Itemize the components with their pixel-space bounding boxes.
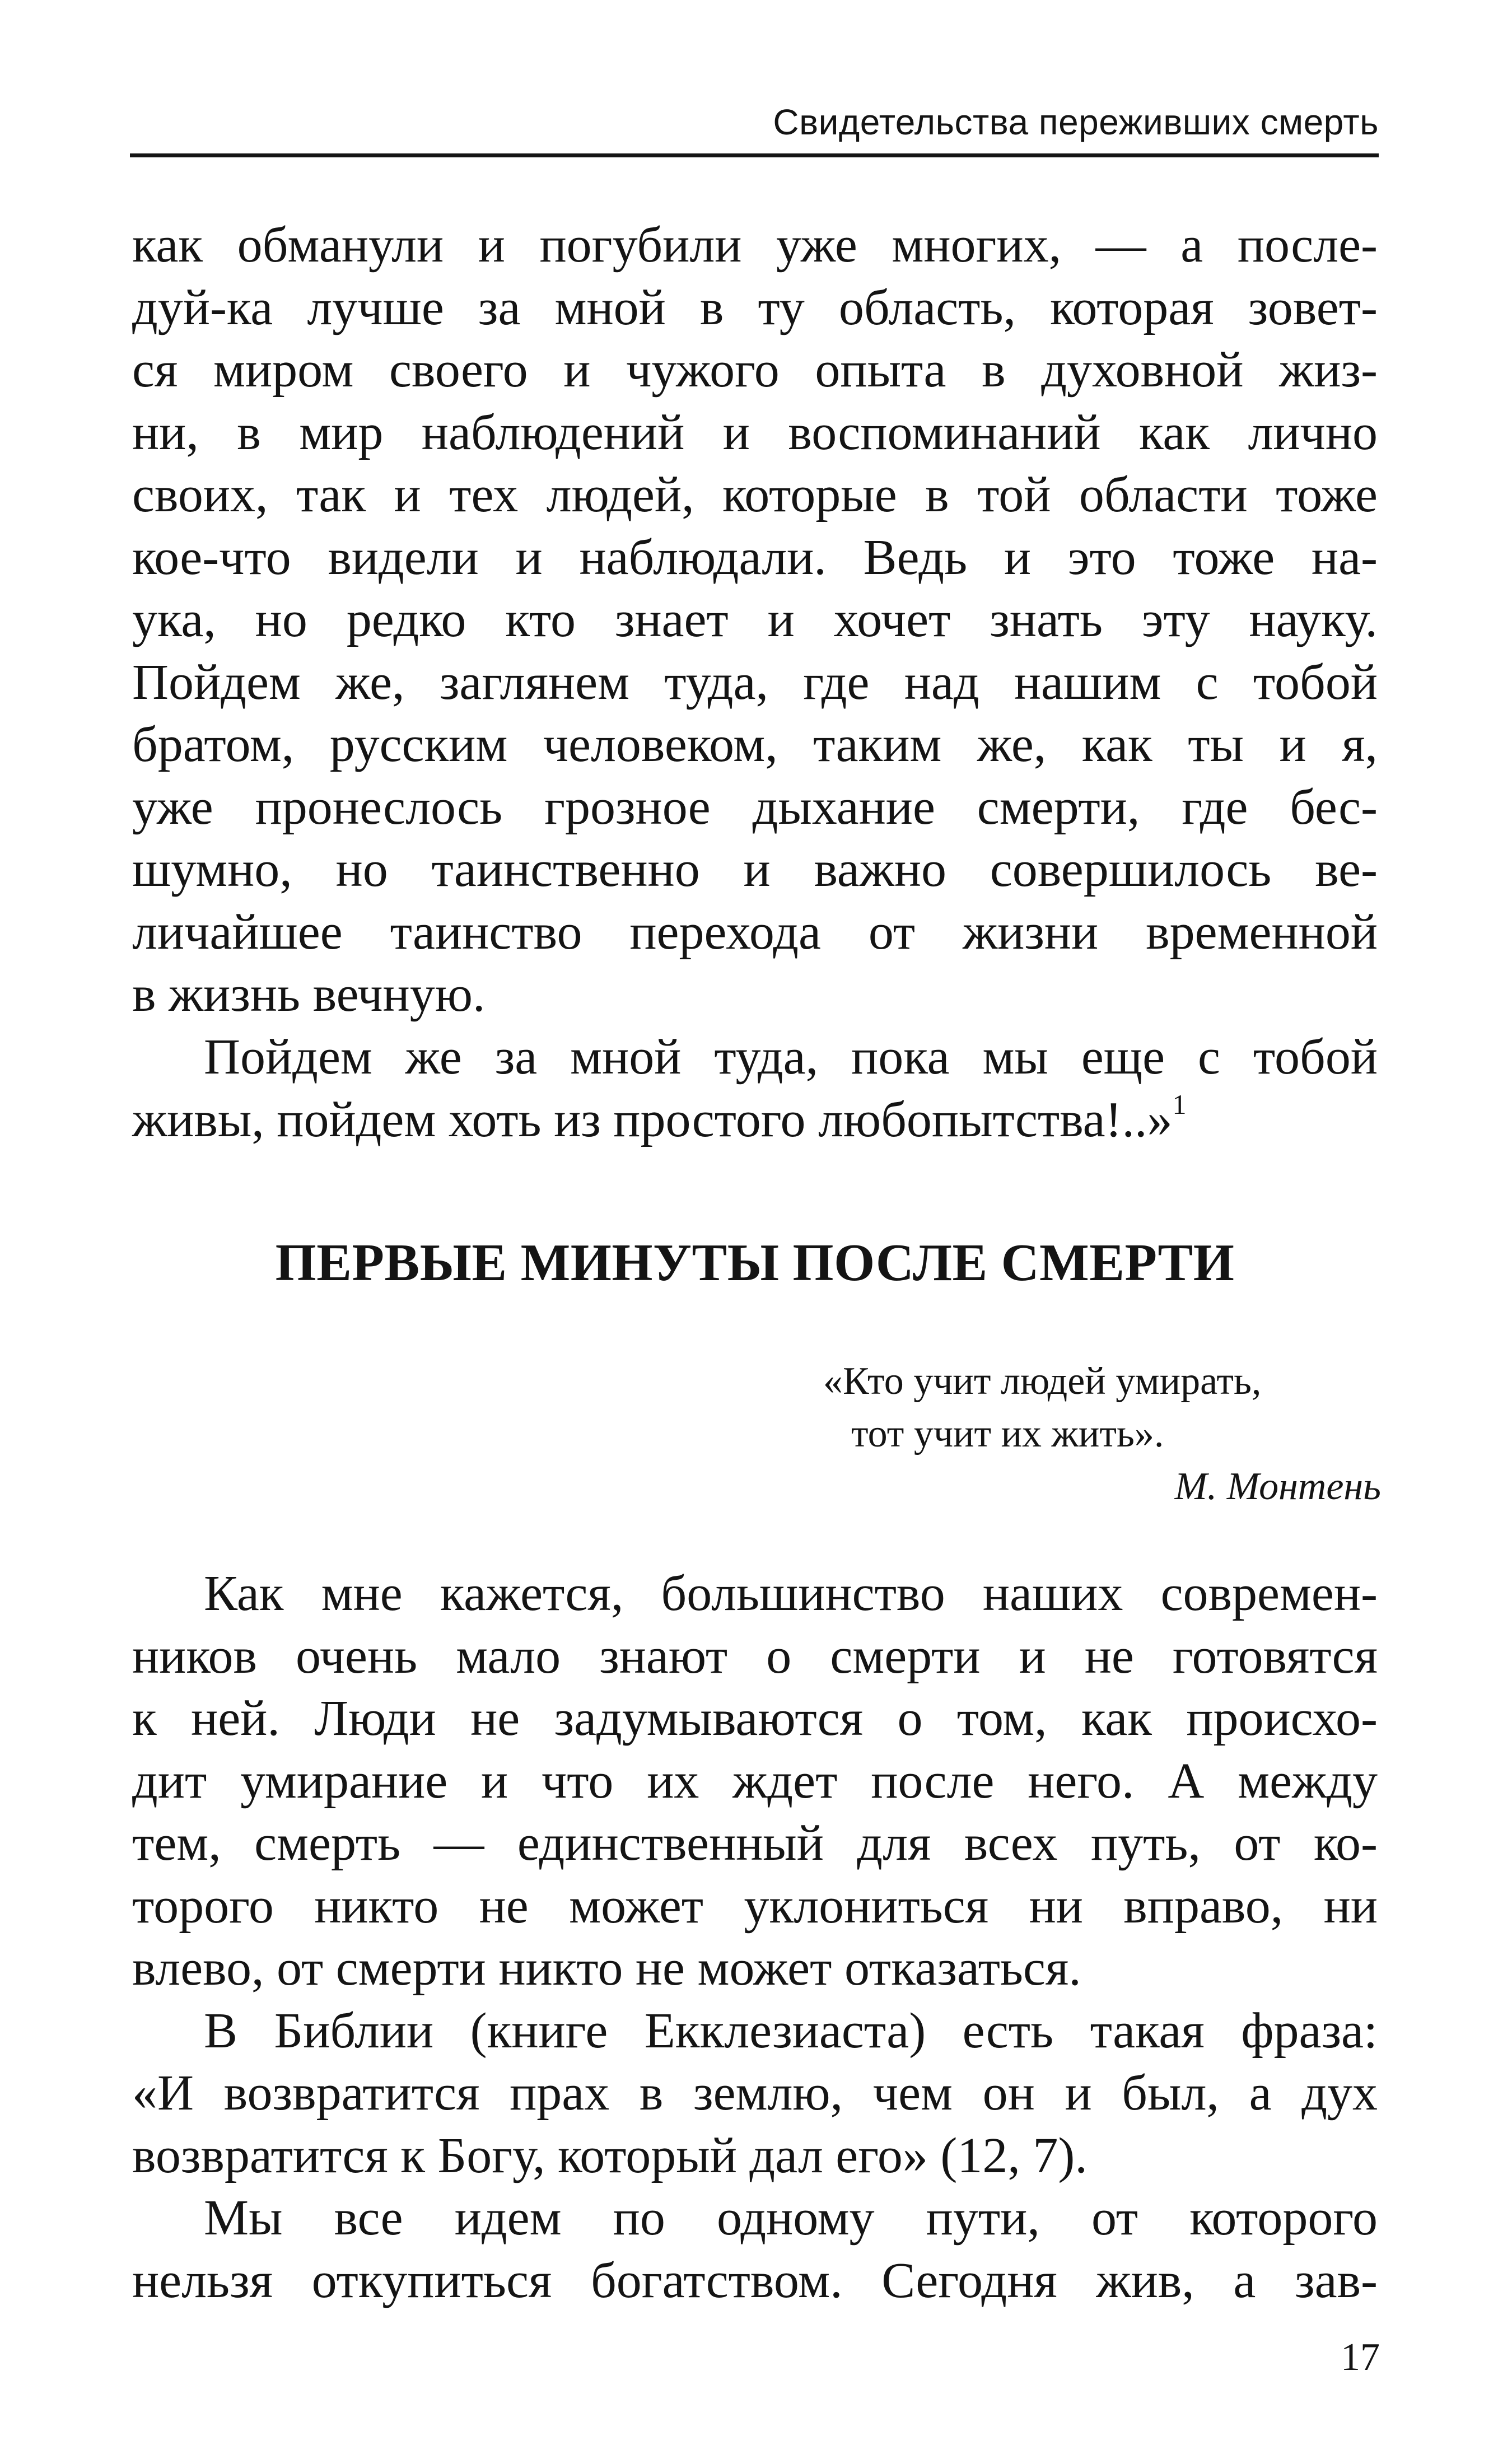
footnote-mark: 1 [1172, 1088, 1187, 1120]
text-line: личайшее таинство перехода от жизни временной [132, 904, 1378, 960]
text-line: дуй-ка лучше за мной в ту область, которая зовет- [132, 279, 1378, 335]
text-line: ников очень мало знают о смерти и не готовятся [132, 1628, 1378, 1684]
text-line: в жизнь вечную. [132, 967, 486, 1022]
text-line: торого никто не может уклониться ни вправо, ни [132, 1878, 1378, 1934]
text-line: Пойдем же, заглянем туда, где над нашим с тобой [132, 654, 1378, 710]
text-line: нельзя откупиться богатством. Сегодня жив, а зав- [132, 2252, 1378, 2308]
text-line: В Библии (книге Екклезиаста) есть такая фраза: [204, 2003, 1378, 2059]
text-line: ся миром своего и чужого опыта в духовной жиз- [132, 342, 1378, 398]
text-line [132, 1089, 1378, 1151]
text-line: возвратится к Богу, который дал его» (12, 7). [132, 2127, 1088, 2183]
text-line: «И возвратится прах в землю, чем он и был, а дух [132, 2065, 1378, 2121]
section-heading: ПЕРВЫЕ МИНУТЫ ПОСЛЕ СМЕРТИ [275, 1234, 1235, 1292]
text-line: своих, так и тех людей, которые в той области тоже [132, 467, 1378, 522]
text-line: влево, от смерти никто не может отказаться. [132, 1940, 1081, 1996]
epigraph-line: тот учит их жить». [851, 1412, 1164, 1455]
text-line: Как мне кажется, большинство наших современ- [204, 1566, 1378, 1621]
text-line: шумно, но таинственно и важно совершилось ве- [132, 842, 1378, 897]
epigraph-author: М. Монтень [1174, 1465, 1381, 1508]
text-line: ни, в мир наблюдений и воспоминаний как лично [132, 404, 1378, 460]
text-line: к ней. Люди не задумываются о том, как происхо- [132, 1691, 1378, 1746]
epigraph-line: «Кто учит людей умирать, [823, 1360, 1262, 1403]
text-line: дит умирание и что их ждет после него. А между [132, 1753, 1378, 1809]
text-line: кое-что видели и наблюдали. Ведь и это тоже на- [132, 529, 1378, 585]
text-line: уже пронеслось грозное дыхание смерти, где бес- [132, 779, 1378, 835]
paragraph-quote-end [132, 1026, 1378, 1151]
text-line: братом, русским человеком, таким же, как ты и я, [132, 717, 1378, 772]
paragraph-continued [132, 214, 1378, 1026]
epigraph [823, 1355, 1381, 1513]
text-line: тем, смерть — единственный для всех путь, от ко- [132, 1816, 1378, 1871]
header-rule [130, 153, 1379, 157]
text-line: ука, но редко кто знает и хочет знать эту науку. [132, 592, 1378, 647]
text-line: Пойдем же за мной туда, пока мы еще с тобой [204, 1029, 1378, 1085]
text-line-content: живы, пойдем хоть из простого любопытства!..» [132, 1091, 1173, 1147]
body-paragraphs [132, 1562, 1378, 2312]
text-line: как обманули и погубили уже многих, — а после- [132, 217, 1378, 273]
text-line: Мы все идем по одному пути, от которого [204, 2190, 1378, 2246]
page-number: 17 [1341, 2336, 1380, 2379]
running-head: Свидетельства переживших смерть [773, 102, 1379, 142]
